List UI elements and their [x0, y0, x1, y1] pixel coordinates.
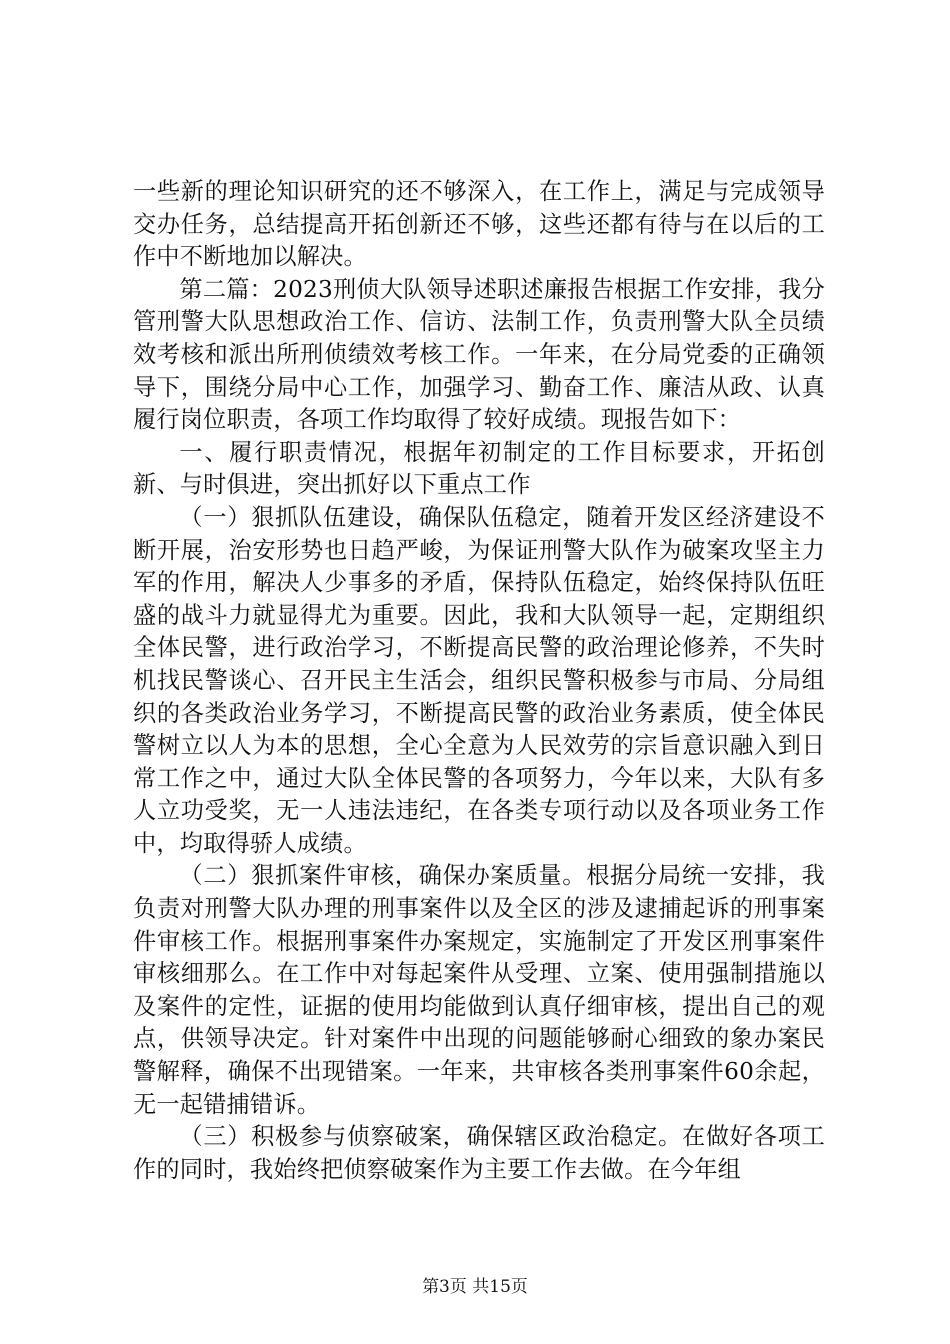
paragraph-continuation: 一些新的理论知识研究的还不够深入，在工作上，满足与完成领导交办任务，总结提高开拓创新还不够，这些还都有待与在以后的工作中不断地加以解决。 — [133, 178, 825, 271]
paragraph-investigation: （三）积极参与侦察破案，确保辖区政治稳定。在做好各项工作的同时，我始终把侦察破案作为主要工作去做。在今年组 — [133, 1123, 825, 1183]
paragraph-part-two-intro: 第二篇：2023刑侦大队领导述职述廉报告根据工作安排，我分管刑警大队思想政治工作、信访、法制工作，负责刑警大队全员绩效考核和派出所刑侦绩效考核工作。一年来，在分局党委的正确领导下，围绕分局中心工作，加强学习、勤奋工作、廉洁从政、认真履行岗位职责，各项工作均取得了较好成绩。现报告如下： — [133, 275, 825, 434]
document-body — [133, 176, 825, 1186]
paragraph-section-one-heading: 一、履行职责情况，根据年初制定的工作目标要求，开拓创新、与时俱进，突出抓好以下重点工作 — [133, 438, 825, 499]
paragraph-team-building: （一）狠抓队伍建设，确保队伍稳定，随着开发区经济建设不断开展，治安形势也日趋严峻，为保证刑警大队作为破案攻坚主力军的作用，解决人少事多的矛盾，保持队伍稳定，始终保持队伍旺盛的战斗力就显得尤为重要。因此，我和大队领导一起，定期组织全体民警，进行政治学习，不断提高民警的政治理论修养，不失时机找民警谈心、召开民主生活会，组织民警积极参与市局、分局组织的各类政治业务学习，不断提高民警的政治业务素质，使全体民警树立以人为本的思想，全心全意为人民效劳的宗旨意识融入到日常工作之中，通过大队全体民警的各项努力，今年以来，大队有多人立功受奖，无一人违法违纪，在各类专项行动以及各项业务工作中，均取得骄人成绩。 — [133, 503, 825, 857]
page-number-footer: 第3页 共15页 — [422, 1277, 528, 1297]
paragraph-case-review: （二）狠抓案件审核，确保办案质量。根据分局统一安排，我负责对刑警大队办理的刑事案件以及全区的涉及逮捕起诉的刑事案件审核工作。根据刑事案件办案规定，实施制定了开发区刑事案件审核细那么。在工作中对每起案件从受理、立案、使用强制措施以及案件的定性，证据的使用均能做到认真仔细审核，提出自己的观点，供领导决定。针对案件中出现的问题能够耐心细致的象办案民警解释，确保不出现错案。一年来，共审核各类刑事案件60余起，无一起错捕错诉。 — [133, 862, 825, 1118]
